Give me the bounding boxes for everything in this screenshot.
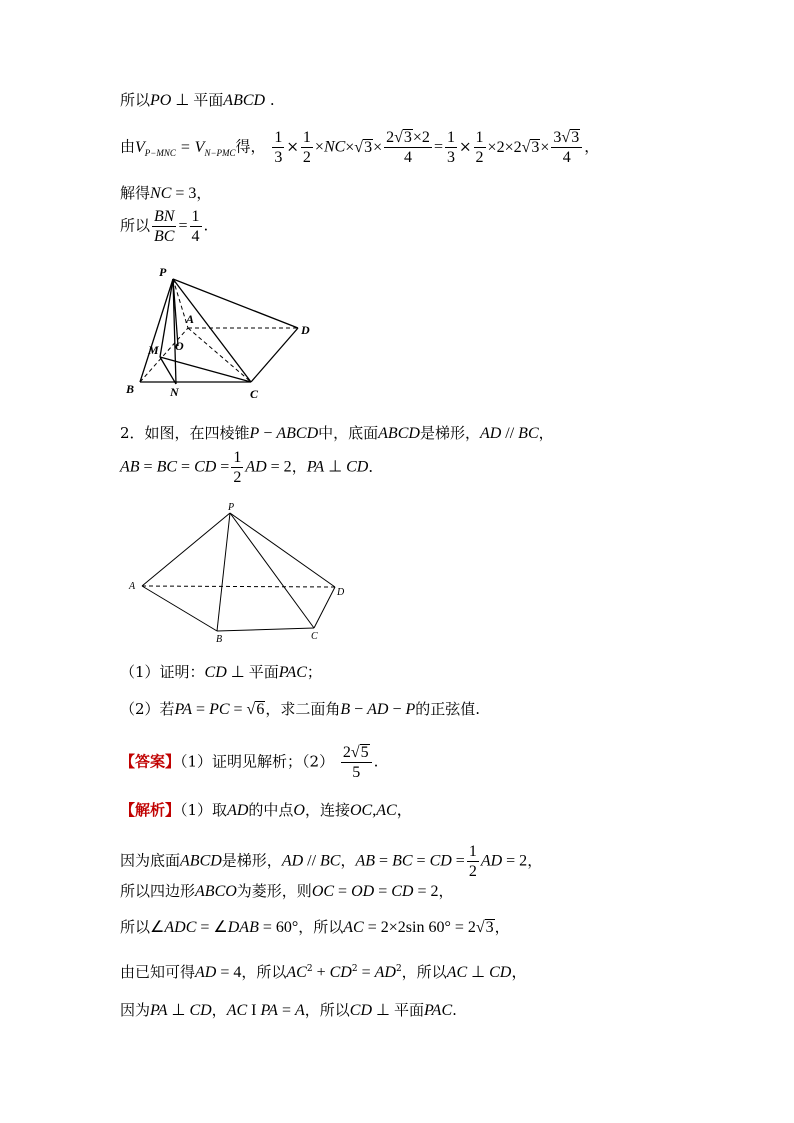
question-2: （2）若PA = PC = √6，求二面角B − AD − P的正弦值.: [120, 700, 481, 718]
pyramid-figure-2: [125, 498, 355, 650]
label-p: P: [159, 265, 167, 279]
line-ratio: 所以 $\frac{BN}{BC}$ = $\frac{1}{4}$ .: [120, 208, 209, 245]
analysis-line-2: 因为底面ABCD是梯形，AD // BC，AB = BC = CD = $\frac{1}{2}$ AD = 2，: [120, 843, 543, 880]
analysis-line-6: 因为PA ⊥ CD，AC I PA = A，所以CD ⊥ 平面PAC.: [120, 1001, 457, 1019]
label-p: P: [228, 502, 235, 513]
label-c: C: [250, 387, 259, 401]
edge-bc: [217, 628, 314, 631]
label-n: N: [170, 385, 179, 399]
edge-ad: [142, 586, 335, 587]
label-b: B: [216, 634, 223, 645]
analysis-line-5: 由已知可得AD = 4，所以$AC^2 + CD^2 = AD^2$，所以AC ⊥ CD，: [120, 963, 528, 981]
answer-tag: 【答案】: [120, 752, 181, 771]
label-a: A: [129, 581, 136, 592]
question-1: （1）证明：CD ⊥ 平面PAC；: [120, 663, 322, 681]
edge-mc: [160, 357, 251, 382]
line-po-perp: 所以PO ⊥ 平面ABCD .: [120, 91, 275, 109]
volume-equation: 由$V_{P-MNC} = V_{N-PMC}$得， $\frac{1}{3}$ × $\frac{1}{2}$ ×NC×√3× $\frac{2√3\times 2}{4}$ = $\frac{1}{3}$ × $\frac{1}{2}$ ×2×2√3× $\frac{3√3}{4}$ ，: [120, 129, 600, 166]
edge-pa: [142, 513, 230, 586]
edge-pd: [230, 513, 335, 587]
edge-pc: [230, 513, 314, 628]
edge-pb: [140, 279, 173, 382]
problem-2-conditions: AB = BC = CD = $\frac{1}{2}$ AD = 2，PA ⊥ CD．: [120, 449, 384, 486]
label-m: M: [148, 343, 159, 357]
edge-cd: [251, 328, 298, 382]
label-d: D: [301, 323, 310, 337]
analysis-line-1: 【解析】（1）取AD的中点O，连接OC,AC，: [120, 801, 413, 819]
problem-2-statement: 2．如图，在四棱锥P − ABCD中，底面ABCD是梯形，AD // BC，: [120, 424, 554, 442]
label-c: C: [311, 631, 318, 642]
edge-ab: [142, 586, 217, 631]
edge-pb: [217, 513, 230, 631]
analysis-line-3: 所以四边形ABCO为菱形，则OC = OD = CD = 2，: [120, 882, 454, 900]
pyramid-figure-1: [118, 262, 328, 404]
analysis-tag: 【解析】: [120, 801, 181, 819]
edge-pm: [160, 279, 173, 357]
label-o: O: [175, 339, 184, 353]
line-solve-nc: 解得NC = 3，: [120, 184, 212, 202]
label-a: A: [186, 312, 195, 326]
answer-line: 【答案】（1）证明见解析；（2） $\frac{2√5}{5}$ .: [120, 744, 379, 781]
label-b: B: [126, 382, 135, 396]
analysis-line-4: 所以∠ADC = ∠DAB = 60°，所以AC = 2×2sin 60° = 2√3，: [120, 918, 510, 936]
label-d: D: [337, 587, 345, 598]
edge-cd: [314, 587, 335, 628]
